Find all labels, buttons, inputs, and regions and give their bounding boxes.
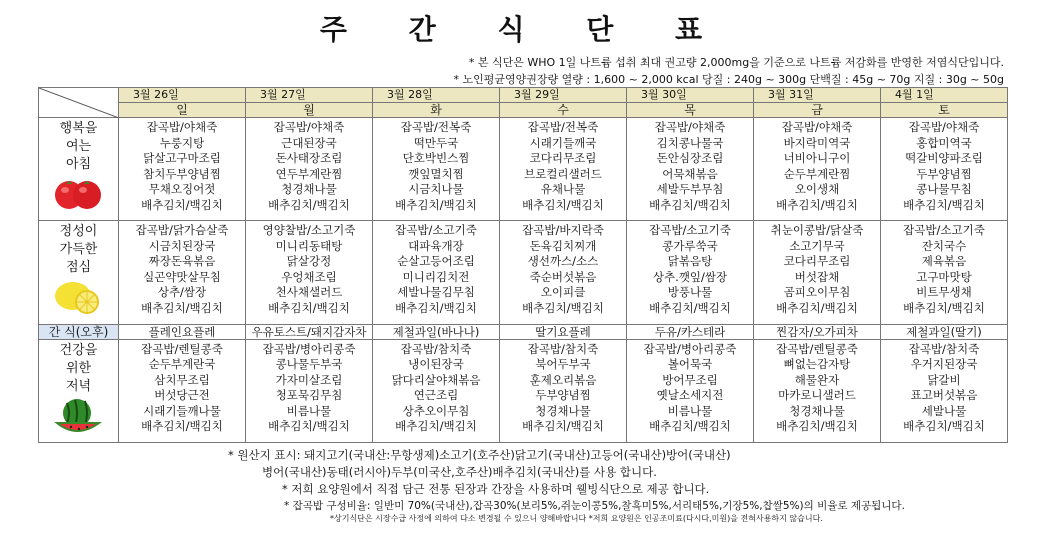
menu-item: 잡곡밥/전복죽 [400, 120, 472, 134]
menu-item: 삼치무조림 [154, 372, 210, 387]
origin-note: * 원산지 표시: 돼지고기(국내산:무항생제)소고기(호주산)닭고기(국내산)고등어(국내산)방어(국내산) [228, 448, 731, 462]
menu-item: 코다리무조림 [529, 151, 597, 165]
menu-item: 닭볶음탕 [667, 254, 713, 269]
menu-item: 잡곡밥/야채죽 [146, 120, 218, 134]
menu-item: 고구마맛탕 [916, 269, 972, 284]
menu-item: 돈사태장조림 [275, 151, 343, 165]
breakfast-menu-cell [627, 118, 754, 221]
menu-item: 북어두부국 [535, 357, 591, 372]
menu-item: 소고기무국 [789, 238, 845, 253]
corner-diagonal [39, 88, 119, 118]
menu-item: 잡곡밥/소고기죽 [649, 223, 731, 238]
menu-item: 대파육개장 [408, 238, 464, 253]
menu-item: 순살고등어조림 [397, 254, 475, 269]
menu-item: 배추김치/백김치 [268, 419, 350, 434]
menu-item: 잡곡밥/병아리콩죽 [643, 341, 737, 356]
menu-item: 닭다리살야채볶음 [391, 372, 481, 387]
menu-item: 잡곡밥/야채죽 [273, 120, 345, 134]
menu-item: 브로컬리샐러드 [524, 166, 602, 181]
menu-item: 곰피오이무침 [783, 285, 851, 300]
menu-item: 제육볶음 [921, 254, 967, 269]
menu-item: 미니리동태탕 [275, 238, 343, 253]
day-cell: 목 [627, 103, 754, 118]
lunch-label-line: 점심 [65, 260, 92, 276]
menu-item: 비트무생채 [916, 285, 972, 300]
menu-item: 시금치나물 [408, 182, 464, 196]
menu-item: 청경채나물 [535, 403, 591, 418]
breakfast-menu-cell [119, 118, 246, 221]
menu-item: 잡곡밥/야채죽 [654, 120, 726, 134]
menu-item: 청경채나물 [789, 403, 845, 418]
menu-item: 잔치국수 [921, 238, 967, 253]
menu-item: 콩가루쑥국 [662, 238, 718, 253]
menu-item: 죽순버섯볶음 [529, 269, 597, 284]
breakfast-label-line: 행복을 [59, 121, 98, 136]
snack-cell: 플레인요플레 [119, 324, 246, 339]
menu-item: 잡곡밥/참치죽 [908, 341, 980, 356]
menu-item: 뼈없는감자탕 [783, 357, 851, 372]
day-cell: 토 [881, 103, 1008, 118]
menu-item: 훈제오리볶음 [529, 372, 597, 387]
menu-item: 닭살강정 [286, 254, 332, 269]
menu-item: 잡곡밥/전복죽 [527, 120, 599, 134]
menu-item: 세발나물김무침 [397, 285, 475, 300]
breakfast-menu-cell [500, 118, 627, 221]
snack-cell: 딸기요플레 [500, 324, 627, 339]
disclaimer-note: *상기식단은 시장수급 사정에 의하여 다소 변경될 수 있으니 양해바랍니다 *저희 요양원은 인공조미료(다시다,미원)을 전혀사용하지 않습니다. [330, 514, 823, 523]
lunch-menu-cell [754, 221, 881, 324]
menu-item: 잡곡밥/바지락죽 [522, 223, 604, 238]
menu-item: 두부양념찜 [916, 166, 972, 181]
lunch-menu-cell [373, 221, 500, 324]
menu-item: 떡만두국 [413, 135, 459, 150]
breakfast-label [39, 118, 119, 221]
menu-item: 청포묵김무침 [275, 388, 343, 403]
menu-item: 닭살고구마조림 [143, 151, 221, 165]
breakfast-menu-cell [373, 118, 500, 221]
lemon-icon [53, 276, 103, 319]
dinner-label [39, 339, 119, 442]
menu-item: 배추김치/백김치 [649, 197, 731, 212]
menu-item: 깻잎멸치찜 [408, 166, 464, 181]
menu-item: 잡곡밥/야채죽 [908, 120, 980, 134]
menu-item: 버섯당근전 [154, 388, 210, 403]
menu-item: 배추김치/백김치 [522, 197, 604, 212]
menu-item: 유채나물 [540, 182, 586, 196]
snack-cell: 제철과일(바나나) [373, 324, 500, 339]
dinner-menu-cell [881, 339, 1008, 442]
snack-cell: 두유/카스테라 [627, 324, 754, 339]
date-cell: 4월 1일 [881, 88, 1008, 103]
menu-item: 배추김치/백김치 [649, 419, 731, 434]
menu-item: 어묵채볶음 [662, 166, 718, 181]
snack-row [39, 324, 1008, 339]
menu-item: 우거지된장국 [910, 357, 978, 372]
menu-item: 표고버섯볶음 [910, 388, 978, 403]
menu-item: 우엉채조림 [281, 269, 337, 284]
snack-cell: 우유토스트/돼지감자차 [246, 324, 373, 339]
menu-item: 버섯잡채 [794, 269, 840, 284]
menu-item: 미니리김치전 [402, 269, 470, 284]
menu-item: 생선까스/소스 [527, 254, 599, 269]
sodium-note: * 본 식단은 WHO 1일 나트륨 섭취 최대 권고량 2,000mg을 기준으로 나트륨 저감화를 반영한 저염식단입니다. [468, 56, 1004, 69]
menu-item: 배추김치/백김치 [395, 197, 477, 212]
menu-item: 잡곡밥/닭가슴살죽 [135, 223, 229, 238]
menu-item: 콩나물두부국 [275, 357, 343, 372]
day-cell: 월 [246, 103, 373, 118]
lunch-menu-cell [119, 221, 246, 324]
menu-item: 순두부계란찜 [783, 166, 851, 181]
menu-item: 상추.깻잎/쌈장 [652, 269, 728, 284]
menu-item: 배추김치/백김치 [268, 197, 350, 212]
menu-item: 참치두부양념찜 [143, 166, 221, 181]
dinner-label-line: 저녁 [65, 378, 92, 394]
menu-item: 시래기들깨국 [529, 135, 597, 150]
menu-item: 바지락미역국 [783, 135, 851, 150]
breakfast-menu-cell [881, 118, 1008, 221]
menu-item: 오이생채 [794, 182, 840, 196]
menu-item: 잡곡밥/렌틸콩죽 [776, 341, 858, 356]
breakfast-menu-cell [246, 118, 373, 221]
menu-item: 비름나물 [667, 403, 713, 418]
menu-item: 단호박빈스찜 [402, 151, 470, 165]
lunch-label-line: 정성이 [59, 224, 98, 240]
menu-item: 배추김치/백김치 [903, 300, 985, 315]
snack-cell: 찐감자/오가피차 [754, 324, 881, 339]
date-cell: 3월 29일 [500, 88, 627, 103]
lunch-label [39, 221, 119, 324]
menu-item: 돈육김치찌개 [529, 238, 597, 253]
menu-item: 잡곡밥/참치죽 [527, 341, 599, 356]
menu-item: 천사채샐러드 [275, 285, 343, 300]
date-cell: 3월 28일 [373, 88, 500, 103]
menu-item: 영양찰밥/소고기죽 [262, 223, 356, 238]
dinner-menu-cell [119, 339, 246, 442]
menu-item: 순두부계란국 [148, 357, 216, 372]
dinner-menu-cell [500, 339, 627, 442]
menu-item: 누룽지탕 [159, 135, 205, 150]
menu-item: 방풍나물 [667, 285, 713, 300]
menu-item: 잡곡밥/소고기죽 [903, 223, 985, 238]
snack-label: 간 식(오후) [39, 324, 119, 339]
menu-item: 배추김치/백김치 [776, 419, 858, 434]
lunch-label-line: 가득한 [59, 242, 98, 258]
menu-item: 배추김치/백김치 [776, 197, 858, 212]
menu-item: 홍합미역국 [916, 135, 972, 150]
menu-item: 가자미살조림 [275, 372, 343, 387]
menu-item: 잡곡밥/병아리콩죽 [262, 341, 356, 356]
menu-item: 콩나물무침 [916, 182, 972, 196]
menu-item: 배추김치/백김치 [649, 300, 731, 315]
menu-item: 김치콩나물국 [656, 135, 724, 150]
menu-item: 배추김치/백김치 [141, 300, 223, 315]
day-cell: 화 [373, 103, 500, 118]
menu-item: 상추/쌈장 [157, 285, 207, 300]
menu-item: 세발두부무침 [656, 182, 724, 196]
day-cell: 일 [119, 103, 246, 118]
menu-item: 마카로니샐러드 [778, 388, 856, 403]
breakfast-label-line: 아침 [65, 157, 92, 172]
menu-item: 돈안심장조림 [656, 151, 724, 165]
menu-item: 잡곡밥/소고기죽 [395, 223, 477, 238]
menu-item: 실곤약맛살무침 [143, 269, 221, 284]
menu-item: 짜장돈육볶음 [148, 254, 216, 269]
menu-item: 닭갈비 [927, 372, 961, 387]
menu-item: 배추김치/백김치 [395, 419, 477, 434]
menu-item: 배추김치/백김치 [141, 419, 223, 434]
date-cell: 3월 27일 [246, 88, 373, 103]
menu-item: 냉이된장국 [408, 357, 464, 372]
menu-item: 배추김치/백김치 [522, 300, 604, 315]
menu-item: 취눈이콩밥/닭살죽 [770, 223, 864, 238]
menu-item: 배추김치/백김치 [268, 300, 350, 315]
sauce-note: * 저희 요양원에서 직접 담근 전통 된장과 간장을 사용하며 웰빙식단으로 제공 합니다. [282, 482, 710, 496]
dinner-menu-cell [754, 339, 881, 442]
dinner-label-line: 건강을 [59, 342, 98, 358]
menu-item: 해물완자 [794, 372, 840, 387]
date-cell: 3월 26일 [119, 88, 246, 103]
menu-item: 배추김치/백김치 [395, 300, 477, 315]
menu-item: 볼어묵국 [667, 357, 713, 372]
menu-item: 시금치된장국 [148, 238, 216, 253]
menu-item: 상추오이무침 [402, 403, 470, 418]
menu-item: 옛날소세지전 [656, 388, 724, 403]
dinner-menu-cell [246, 339, 373, 442]
menu-item: 잡곡밥/참치죽 [400, 341, 472, 356]
lunch-row [39, 221, 1008, 324]
breakfast-row [39, 118, 1008, 221]
menu-item: 배추김치/백김치 [776, 300, 858, 315]
grain-note: * 잡곡밥 구성비율: 일반미 70%(국내산),잡곡30%(보리5%,쥐눈이콩5%,찰흑미5%,서리태5%,기장5%,찹쌀5%)의 비율로 제공됩니다. [284, 500, 905, 512]
menu-item: 청경채나물 [281, 182, 337, 196]
date-cell: 3월 31일 [754, 88, 881, 103]
lunch-menu-cell [627, 221, 754, 324]
lunch-menu-cell [246, 221, 373, 324]
menu-item: 세발나물 [921, 403, 967, 418]
day-cell: 금 [754, 103, 881, 118]
menu-item: 떡갈비양파조림 [905, 151, 983, 165]
snack-cell: 제철과일(딸기) [881, 324, 1008, 339]
dinner-row [39, 339, 1008, 442]
menu-item: 배추김치/백김치 [141, 197, 223, 212]
nutrition-note: * 노인평균영양권장량 열량 : 1,600 ~ 2,000 kcal 당질 : 240g ~ 300g 단백질 : 45g ~ 70g 지질 : 30g ~ 50g [453, 73, 1004, 86]
dinner-menu-cell [373, 339, 500, 442]
lunch-menu-cell [500, 221, 627, 324]
menu-item: 너비아니구이 [783, 151, 851, 165]
menu-item: 배추김치/백김치 [903, 197, 985, 212]
day-cell: 수 [500, 103, 627, 118]
dinner-label-line: 위한 [65, 360, 92, 376]
menu-item: 잡곡밥/야채죽 [781, 120, 853, 134]
menu-item: 방어무조림 [662, 372, 718, 387]
breakfast-menu-cell [754, 118, 881, 221]
origin-note-cont: 병어(국내산)동태(러시아)두부(미국산,호주산)배추김치(국내산)를 사용 합니다. [262, 465, 657, 479]
corner-cell [39, 88, 119, 118]
menu-item: 무채오징어젓 [148, 182, 216, 196]
menu-item: 잡곡밥/렌틸콩죽 [141, 341, 223, 356]
dinner-menu-cell [627, 339, 754, 442]
menu-item: 오이피클 [540, 285, 586, 300]
weekly-menu-table [38, 87, 1008, 443]
menu-item: 비름나물 [286, 403, 332, 418]
breakfast-label-line: 여는 [65, 139, 92, 154]
lunch-menu-cell [881, 221, 1008, 324]
menu-item: 두부양념찜 [535, 388, 591, 403]
menu-item: 근대된장국 [281, 135, 337, 150]
menu-item: 배추김치/백김치 [522, 419, 604, 434]
menu-item: 코다리무조림 [783, 254, 851, 269]
menu-item: 배추김치/백김치 [903, 419, 985, 434]
watermelon-icon [53, 395, 103, 438]
menu-item: 연두부계란찜 [275, 166, 343, 181]
menu-item: 연근조림 [413, 388, 459, 403]
tomato-icon [53, 173, 103, 216]
date-cell: 3월 30일 [627, 88, 754, 103]
page-title: 주 간 식 단 표 [319, 13, 729, 46]
menu-item: 시래기들깨나물 [143, 403, 221, 418]
